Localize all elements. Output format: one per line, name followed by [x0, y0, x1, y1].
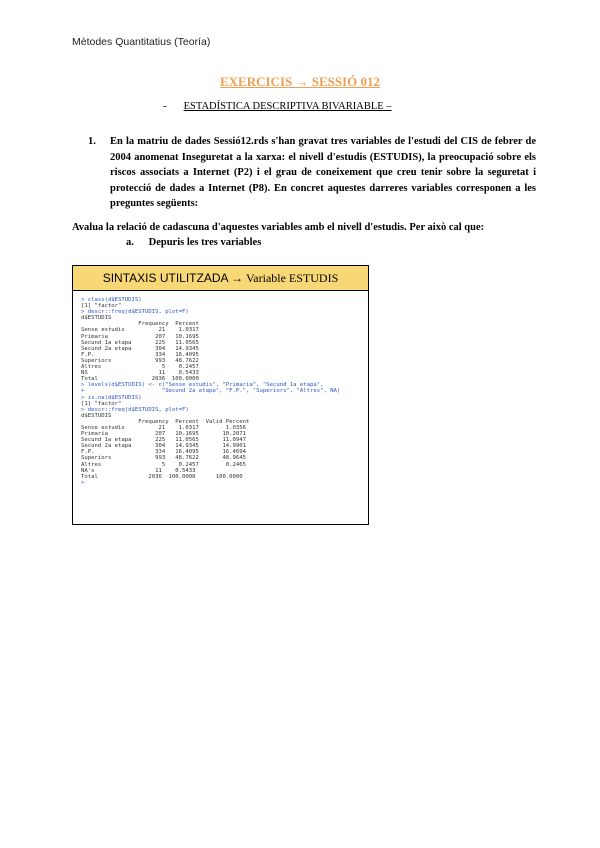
console-command-line: > class(d$ESTUDIS): [81, 297, 142, 303]
console-output-line: Superiors 993 48.7622: [81, 357, 199, 364]
console-output-line: Sense estudis 21 1.0317: [81, 327, 199, 334]
console-output-line: Primaria 207 10.1695: [81, 333, 199, 340]
console-output-line: [1] "factor": [81, 303, 122, 310]
console-output-line: [1] "factor": [81, 400, 122, 407]
console-output-line: d$ESTUDIS: [81, 412, 112, 419]
console-output-line: Secund 1a etapa 225 11.0565 11.0947: [81, 437, 247, 444]
console-output-line: Total 2036 100.0000 100.0000: [81, 473, 243, 480]
console-command-line: > is.na(d$ESTUDIS): [81, 394, 142, 401]
console-output-line: Altres 5 0.2457: [81, 364, 199, 371]
console-output-line: F.P. 334 16.4095 16.4694: [81, 449, 247, 456]
console-output-line: Sense estudis 21 1.0317 1.0356: [81, 424, 247, 431]
item-a: [126, 237, 261, 248]
page-title: EXERCICIS → SESSIÓ 012: [219, 74, 381, 89]
console-output-line: NS 11 0.5433: [81, 370, 199, 377]
console-output-line: Secund 2a etapa 304 14.9345 14.9901: [81, 443, 247, 450]
console-output-line: Frequency Percent Valid Percent: [81, 418, 250, 425]
console-output-line: NA's 11 0.5433: [81, 467, 196, 474]
r-console-output: [73, 291, 368, 492]
page-subtitle: [163, 101, 392, 112]
console-command-line: + "Secund 2a etapa", "F.P.", "Superiors", "Altres", NA): [81, 388, 341, 395]
syntax-panel-title-right: Variable ESTUDIS: [243, 271, 339, 285]
subtitle-dash: -: [163, 101, 167, 112]
question-1-number: 1.: [88, 136, 96, 147]
console-output-line: Altres 5 0.2457 0.2465: [81, 461, 247, 468]
syntax-panel: [72, 265, 369, 525]
item-a-label: a.: [126, 237, 134, 248]
instruction-text: Avalua la relació de cadascuna d'aquestes variables amb el nivell d'estudis. Per això cal que:: [72, 222, 485, 233]
console-command-line: > levels(d$ESTUDIS) <- c("Sense estudis", "Primaria", "Secund 1a etapa",: [81, 382, 324, 389]
console-output-line: Frequency Percent: [81, 321, 199, 328]
console-output-line: Primaria 207 10.1695 10.2071: [81, 431, 247, 438]
console-output-line: Secund 1a etapa 225 11.0565: [81, 339, 199, 346]
console-command-line: >: [81, 479, 85, 486]
item-a-text: Depuris les tres variables: [148, 237, 262, 248]
question-1-text: En la matriu de dades Sessió12.rds s'han gravat tres variables de l'estudi del CIS de febrer de 2004 anomenat Inseguretat a la xarxa: el nivell d'estudis (ESTUDIS), la preocupació sobre els riscos associats a Internet (P2) i el grau de coneixement que creu tenir sobre la seguretat i protecció de dades a Internet (P8). En concret aquestes darreres variables corresponen a les preguntes següents:: [110, 136, 536, 210]
console-output-line: F.P. 334 16.4095: [81, 351, 199, 358]
console-output-line: Secund 2a etapa 304 14.9345: [81, 345, 199, 352]
console-output-line: d$ESTUDIS: [81, 315, 112, 322]
syntax-panel-title-left: SINTAXIS UTILITZADA →: [102, 271, 244, 285]
console-command-line: > descr::freq(d$ESTUDIS, plot=F): [81, 406, 189, 413]
console-output-line: Total 2036 100.0000: [81, 376, 199, 383]
console-command-line: > descr::freq(d$ESTUDIS, plot=F): [81, 309, 189, 316]
question-1: [88, 134, 536, 212]
page-header: Mètodes Quantitatius (Teoría): [72, 36, 211, 48]
console-output-line: Superiors 993 48.7622 48.9645: [81, 455, 247, 462]
subtitle-text: ESTADÍSTICA DESCRIPTIVA BIVARIABLE –: [183, 101, 392, 112]
syntax-panel-title: [73, 266, 368, 291]
